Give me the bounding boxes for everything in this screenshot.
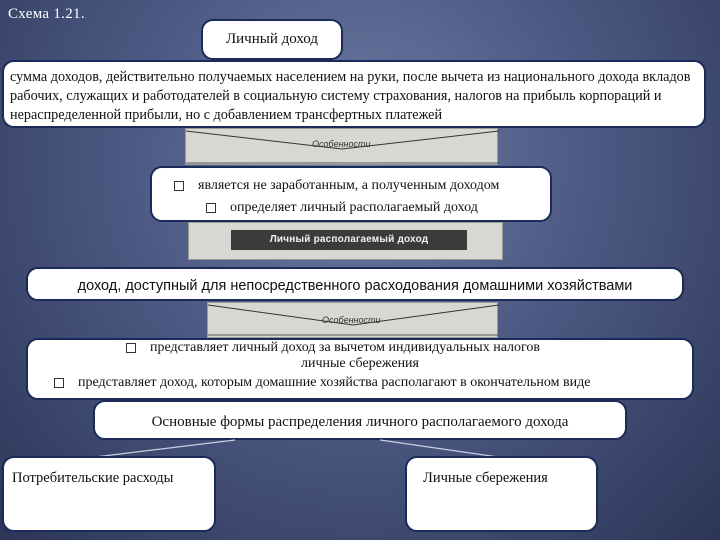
personal-savings-label: Личные сбережения bbox=[423, 470, 548, 486]
connector-right bbox=[380, 440, 498, 457]
distribution-forms-title: Основные формы распределения личного располагаемого дохода bbox=[151, 414, 569, 430]
personal-income-title: Личный доход bbox=[225, 31, 318, 47]
connector-left bbox=[95, 440, 235, 457]
consumer-spending-label: Потребительские расходы bbox=[12, 470, 174, 486]
feature-2-item-3: представляет доход, которым домашние хозяйства располагают в окончательном виде bbox=[54, 375, 590, 391]
disposable-income-label: Личный располагаемый доход bbox=[231, 230, 467, 250]
features-label-1: Особенности bbox=[312, 139, 371, 149]
consumer-spending-box bbox=[2, 456, 216, 532]
features-label-2: Особенности bbox=[322, 315, 381, 325]
feature-1-item-2: определяет личный располагаемый доход bbox=[206, 200, 478, 216]
personal-savings-box bbox=[405, 456, 598, 532]
scheme-caption: Схема 1.21. bbox=[8, 6, 85, 22]
feature-2-item-1: представляет личный доход за вычетом индивидуальных налогов bbox=[126, 340, 540, 356]
feature-1-item-1: является не заработанным, а полученным доходом bbox=[174, 178, 499, 194]
disposable-income-definition: доход, доступный для непосредственного расходования домашними хозяйствами bbox=[77, 278, 633, 294]
feature-2-item-2: личные сбережения bbox=[300, 356, 419, 371]
personal-income-definition: сумма доходов, действительно получаемых населением на руки, после вычета из национального дохода вкладов рабочих, служащих и работодателей в социальную систему страхования, налогов на прибыль корпораций и нераспределенной прибыли, но с добавлением трансфертных платежей bbox=[10, 69, 691, 123]
